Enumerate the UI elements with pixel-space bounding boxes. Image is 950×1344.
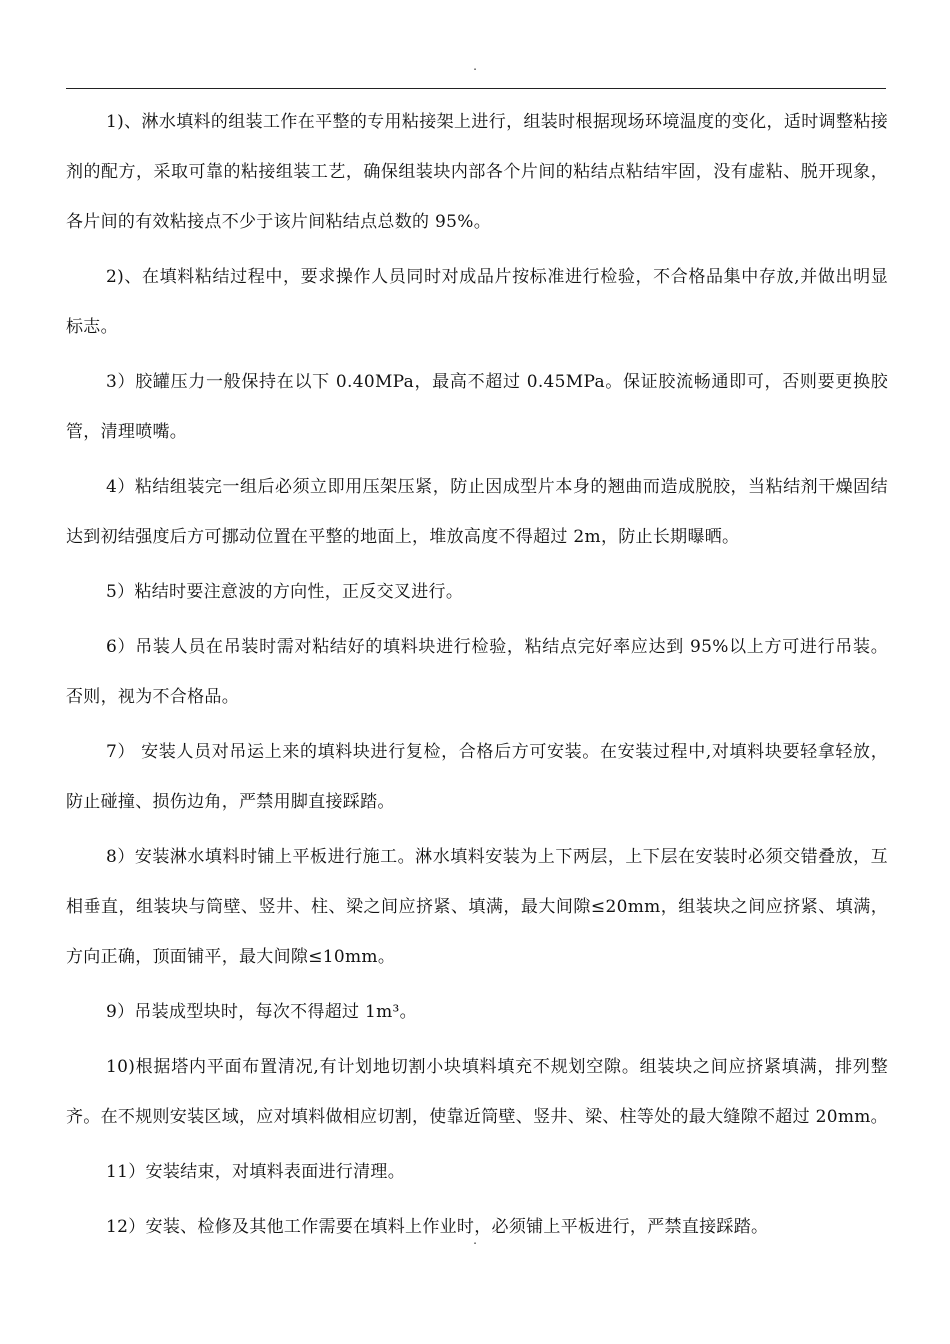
paragraph-9: 9）吊装成型块时，每次不得超过 1m³。: [106, 1002, 417, 1022]
paragraph-2: 2)、在填料粘结过程中，要求操作人员同时对成品片按标准进行检验，不合格品集中存放,并做出明显标志。: [66, 267, 888, 337]
paragraph-8: 8）安装淋水填料时铺上平板进行施工。淋水填料安装为上下两层，上下层在安装时必须交错叠放，互相垂直，组装块与筒壁、竖井、柱、梁之间应挤紧、填满，最大间隙≤20mm，组装块之间应挤紧、填满，方向正确，顶面铺平，最大间隙≤10mm。: [66, 847, 888, 967]
header-dot: .: [473, 59, 477, 73]
footer-dot: .: [473, 1233, 477, 1247]
paragraph-3: 3）胶罐压力一般保持在以下 0.40MPa，最高不超过 0.45MPa。保证胶流畅通即可，否则要更换胶管，清理喷嘴。: [66, 372, 888, 442]
paragraph-1: 1)、淋水填料的组装工作在平整的专用粘接架上进行，组装时根据现场环境温度的变化，适时调整粘接剂的配方，采取可靠的粘接组装工艺，确保组装块内部各个片间的粘结点粘结牢固，没有虚粘、脱开现象，各片间的有效粘接点不少于该片间粘结点总数的 95%。: [66, 112, 888, 232]
header-rule: [66, 88, 886, 89]
document-body: [66, 97, 888, 1257]
paragraph-6: 6）吊装人员在吊装时需对粘结好的填料块进行检验，粘结点完好率应达到 95%以上方可进行吊装。否则，视为不合格品。: [66, 637, 888, 707]
paragraph-12: 12）安装、检修及其他工作需要在填料上作业时，必须铺上平板进行，严禁直接踩踏。: [106, 1217, 769, 1237]
paragraph-4: 4）粘结组装完一组后必须立即用压架压紧，防止因成型片本身的翘曲而造成脱胶，当粘结剂干燥固结达到初结强度后方可挪动位置在平整的地面上，堆放高度不得超过 2m，防止长期曝晒。: [66, 477, 888, 547]
paragraph-10: 10)根据塔内平面布置清况,有计划地切割小块填料填充不规划空隙。组装块之间应挤紧填满，排列整齐。在不规则安装区域，应对填料做相应切割，使靠近筒壁、竖井、梁、柱等处的最大缝隙不超过 20mm。: [66, 1057, 888, 1127]
paragraph-11: 11）安装结束，对填料表面进行清理。: [106, 1162, 406, 1182]
paragraph-5: 5）粘结时要注意波的方向性，正反交叉进行。: [106, 582, 464, 602]
paragraph-7: 7） 安装人员对吊运上来的填料块进行复检，合格后方可安装。在安装过程中,对填料块要轻拿轻放，防止碰撞、损伤边角，严禁用脚直接踩踏。: [66, 742, 888, 812]
